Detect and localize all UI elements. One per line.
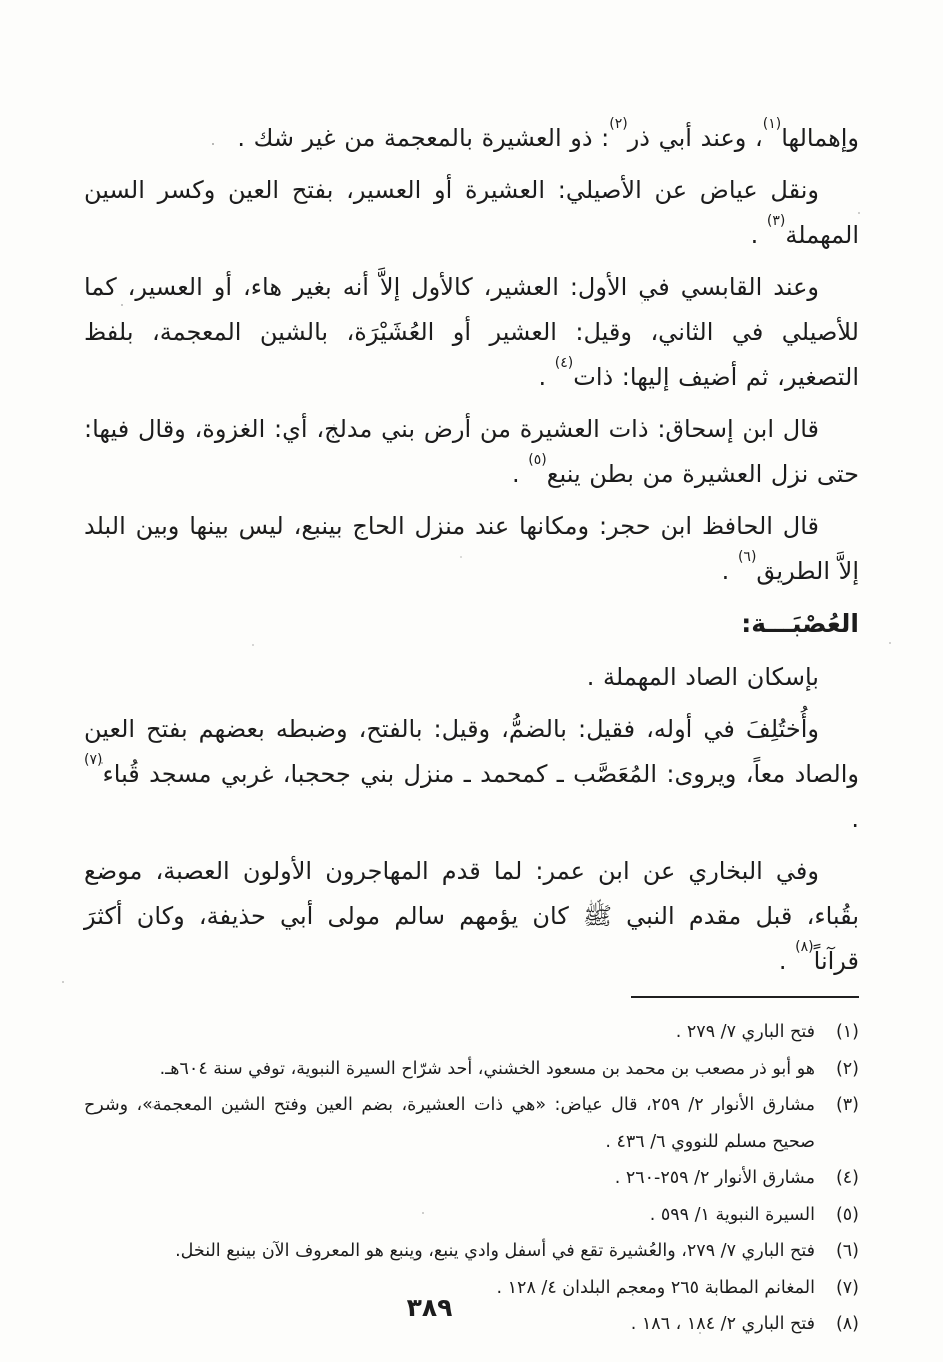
footnote-marker: (٥): [835, 1204, 859, 1225]
footnote-item: [84, 1197, 859, 1234]
text-block: [84, 116, 859, 1343]
footnote-marker: (٢): [835, 1058, 859, 1079]
body-paragraph: وعند القابسي في الأول: العشير، كالأول إلاَّ أنه بغير هاء، أو العسير، كما للأصيلي في الثاني، وقيل: العشير أو العُشَيْرَة، بالشين المعجمة، بلفظ التصغير، ثم أضيف إليها: ذات$^{(٤)}$ .: [84, 273, 859, 391]
footnote-text: المغانم المطابة ٢٦٥ ومعجم البلدان ٤/ ١٢٨ .: [496, 1277, 815, 1298]
body-paragraph: قال الحافظ ابن حجر: ومكانها عند منزل الحاج بينبع، ليس بينها وبين البلد إلاَّ الطريق$^{(٦)}$ .: [84, 512, 859, 585]
footnote-text: هو أبو ذر مصعب بن محمد بن مسعود الخشني، أحد شرّاح السيرة النبوية، توفي سنة ٦٠٤هـ.: [159, 1058, 815, 1079]
body-paragraph: ونقل عياض عن الأصيلي: العشيرة أو العسير، بفتح العين وكسر السين المهملة$^{(٣)}$ .: [84, 176, 859, 249]
footnote-text: مشارق الأنوار ٢/ ٢٥٩، قال عياض: «هي ذات العشيرة، بضم العين وفتح الشين المعجمة»، وشرح صحيح مسلم للنووي ٦/ ٤٣٦ .: [84, 1095, 816, 1152]
footnote-ref: (٢): [609, 116, 628, 132]
footnote-separator: [631, 996, 859, 998]
footnote-text: مشارق الأنوار ٢/ ٢٥٩-٢٦٠ .: [614, 1168, 815, 1188]
scan-noise: [0, 0, 2, 2]
footnote-item: [84, 1087, 859, 1160]
footnote-ref: (٥): [528, 452, 547, 468]
footnote-ref: (٧): [84, 752, 103, 768]
footnote-marker: (٧): [835, 1277, 859, 1298]
footnote-ref: (١): [762, 116, 782, 132]
footnote-marker: (١): [835, 1022, 859, 1042]
footnote-item: [84, 1051, 859, 1088]
body-text: [84, 116, 859, 984]
footnote-ref: (٦): [737, 549, 757, 565]
body-paragraph: وإهمالها$^{(١)}$، وعند أبي ذر$^{(٢)}$: ذو العشيرة بالمعجمة من غير شك .: [237, 116, 859, 152]
footnote-text: فتح الباري ٢/ ١٨٤ ، ١٨٦ .: [630, 1314, 815, 1334]
body-paragraph: قال ابن إسحاق: ذات العشيرة من أرض بني مدلج، أي: الغزوة، وقال فيها: حتى نزل العشيرة من بطن ينبع$^{(٥)}$ .: [84, 415, 859, 488]
footnote-text: فتح الباري ٧/ ٢٧٩ .: [675, 1022, 815, 1042]
footnote-ref: (٤): [554, 355, 574, 371]
footnote-item: [84, 1233, 859, 1270]
footnote-marker: (٨): [835, 1314, 859, 1334]
footnote-item: [84, 1014, 859, 1051]
footnote-marker: (٤): [835, 1168, 859, 1188]
footnote-ref: (٨): [795, 939, 814, 955]
footnote-text: السيرة النبوية ١/ ٥٩٩ .: [649, 1204, 815, 1225]
section-heading: العُصْبَـــة:: [741, 609, 859, 638]
body-paragraph: وفي البخاري عن ابن عمر: لما قدم المهاجرون الأولون العصبة، موضع بقُباء، قبل مقدم النبي ﷺ كان يؤمهم سالم مولى أبي حذيفة، وكان أكثرَ قرآناً$^{(٨)}$ .: [84, 857, 859, 975]
footnote-ref: (٣): [766, 213, 786, 229]
footnote-marker: (٣): [835, 1095, 859, 1115]
body-paragraph: بإسكان الصاد المهملة .: [586, 663, 819, 691]
footnote-item: [84, 1160, 859, 1197]
footnote-text: فتح الباري ٧/ ٢٧٩، والعُشيرة تقع في أسفل وادي ينبع، وينبع هو المعروف الآن بينبع النخل.: [175, 1241, 815, 1261]
footnote-marker: (٦): [835, 1241, 859, 1261]
body-paragraph: وأُختُلِفَ في أوله، فقيل: بالضمُّ، وقيل: بالفتح، وضبطه بعضهم بفتح العين والصاد معاً، ويروى: المُعَصَّب ـ كمحمد ـ منزل بني جحجبا، غربي مسجد قُباء$^{(٧)}$ .: [84, 715, 859, 833]
page-number: ٣٨٩: [406, 1293, 453, 1322]
